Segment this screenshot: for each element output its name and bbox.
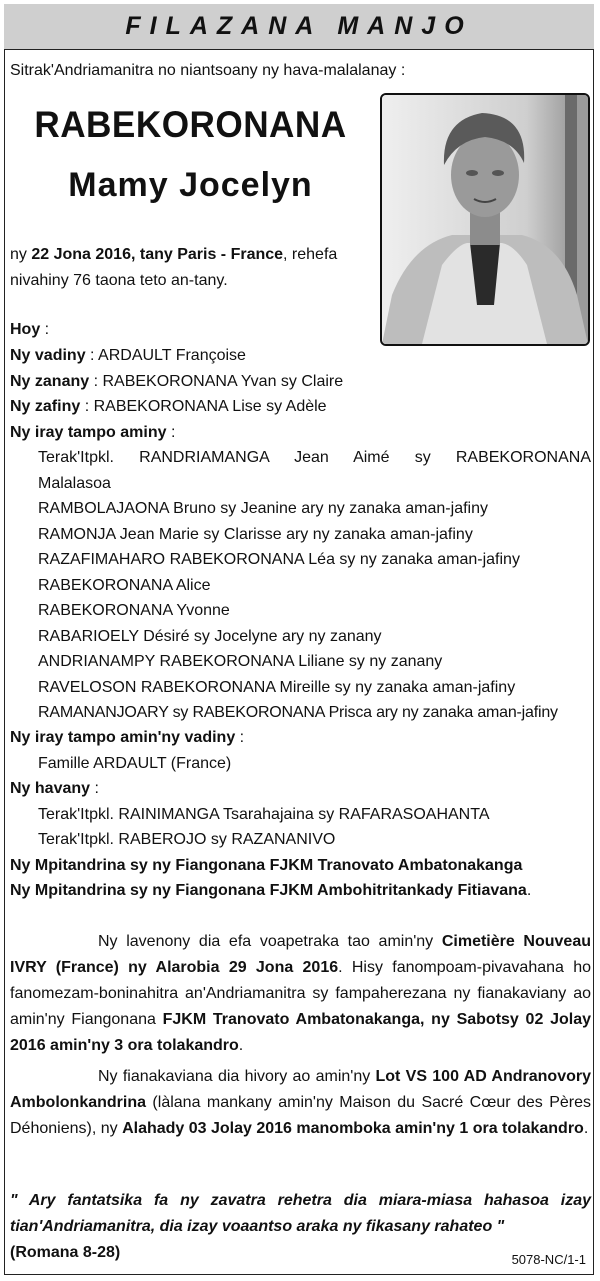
siblings-heading xyxy=(10,420,175,446)
home-address: Lot VS 100 AD Andranovory Ambolonkandrina xyxy=(10,1068,591,1111)
verse-reference: (Romana 8-28) xyxy=(10,1244,121,1261)
children-value: : RABEKORONANA Yvan sy Claire xyxy=(89,373,344,390)
home-text-3: . xyxy=(583,1120,589,1137)
burial-cemetery: Cimetière Nouveau IVRY (France) ny Alarobia 29 Jona 2016 xyxy=(10,933,591,976)
list-item: ANDRIANAMPY RABEKORONANA Liliane sy ny zanany xyxy=(38,653,443,670)
burial-paragraph xyxy=(10,929,591,1059)
relatives-label: Ny havany xyxy=(10,780,91,797)
ad-code: 5078-NC/1-1 xyxy=(511,1252,586,1267)
notice-header xyxy=(4,4,594,50)
burial-text-2: . Hisy fanompoam-pivavahana ho fanomezam-boninahitra an'Andriamanitra sy fampaherezana ny fianakaviany ao amin'ny Fiangonana xyxy=(10,959,591,1028)
hoy-colon: : xyxy=(40,321,50,338)
hoy-line xyxy=(10,317,49,343)
siblings-colon: : xyxy=(166,424,176,441)
children-label: Ny zanany xyxy=(10,373,90,390)
wife-value: : ARDAULT Françoise xyxy=(85,347,246,364)
in-laws-heading xyxy=(10,725,244,751)
list-item: RAMANANJOARY sy RABEKORONANA Prisca ary ny zanaka aman-jafiny xyxy=(38,704,558,721)
home-date: Alahady 03 Jolay 2016 manomboka amin'ny 1 ora tolakandro xyxy=(122,1120,584,1137)
list-item: Terak'Itpkl. RABEROJO sy RAZANANIVO xyxy=(38,831,336,848)
home-text-2: (làlana mankany amin'ny Maison du Sacré Cœur des Pères Déhoniens), ny xyxy=(10,1094,591,1137)
list-item: RAZAFIMAHARO RABEKORONANA Léa sy ny zanaka aman-jafiny xyxy=(38,551,520,568)
church-2-end: . xyxy=(526,882,532,899)
relatives-heading xyxy=(10,776,99,802)
list-item: RABARIOELY Désiré sy Jocelyne ary ny zanany xyxy=(38,628,382,645)
death-post: , rehefa nivahiny 76 taona teto an-tany. xyxy=(10,246,338,289)
header-title: FILAZANA MANJO xyxy=(125,12,473,40)
list-item: RABEKORONANA Yvonne xyxy=(38,602,230,619)
burial-service: FJKM Tranovato Ambatonakanga, ny Sabotsy 02 Jolay 2016 amin'ny 3 ora tolakandro xyxy=(10,1011,591,1054)
grandchildren-line xyxy=(10,394,327,420)
siblings-label: Ny iray tampo aminy xyxy=(10,424,167,441)
family-home-paragraph xyxy=(10,1064,591,1142)
children-line xyxy=(10,369,343,395)
death-notice xyxy=(10,242,375,294)
list-item: RABEKORONANA Alice xyxy=(38,577,211,594)
burial-text-1: Ny lavenony dia efa voapetraka tao amin'ny xyxy=(98,933,442,950)
church-line-1 xyxy=(10,853,522,879)
list-item: Terak'Itpkl. RANDRIAMANGA Jean Aimé sy RABEKORONANA xyxy=(38,449,591,466)
grandchildren-value: : RABEKORONANA Lise sy Adèle xyxy=(80,398,327,415)
intro-text: Sitrak'Andriamanitra no niantsoany ny hava-malalanay : xyxy=(10,62,406,79)
list-item: RAMONJA Jean Marie sy Clarisse ary ny zanaka aman-jafiny xyxy=(38,526,473,543)
church-2: Ny Mpitandrina sy ny Fiangonana FJKM Ambohitritankady Fitiavana xyxy=(10,882,527,899)
relatives-colon: : xyxy=(90,780,99,797)
burial-text-3: . xyxy=(238,1037,244,1054)
list-item: Famille ARDAULT (France) xyxy=(38,755,232,772)
church-1: Ny Mpitandrina sy ny Fiangonana FJKM Tranovato Ambatonakanga xyxy=(10,857,523,874)
death-date-place: 22 Jona 2016, tany Paris - France xyxy=(31,246,284,263)
portrait-photo-icon xyxy=(382,95,588,344)
bible-verse xyxy=(10,1188,591,1266)
deceased-given-names: Mamy Jocelyn xyxy=(68,166,313,204)
in-laws-label: Ny iray tampo amin'ny vadiny xyxy=(10,729,236,746)
death-pre: ny xyxy=(10,246,32,263)
church-line-2 xyxy=(10,878,531,904)
grandchildren-label: Ny zafiny xyxy=(10,398,81,415)
list-item: Malalasoa xyxy=(38,475,111,492)
wife-label: Ny vadiny xyxy=(10,347,86,364)
list-item: RAVELOSON RABEKORONANA Mireille sy ny zanaka aman-jafiny xyxy=(38,679,516,696)
wife-line xyxy=(10,343,246,369)
verse-text: " Ary fantatsika fa ny zavatra rehetra dia miara-miasa hahasoa izay tian'Andriamanitra, dia izay voaantso araka ny fikasany rahateo " xyxy=(10,1192,591,1235)
portrait-photo xyxy=(380,93,590,346)
home-text-1: Ny fianakaviana dia hivory ao amin'ny xyxy=(98,1068,376,1085)
in-laws-colon: : xyxy=(235,729,245,746)
list-item: RAMBOLAJAONA Bruno sy Jeanine ary ny zanaka aman-jafiny xyxy=(38,500,488,517)
hoy-label: Hoy xyxy=(10,321,41,338)
deceased-surname: RABEKORONANA xyxy=(34,104,347,145)
list-item: Terak'Itpkl. RAINIMANGA Tsarahajaina sy RAFARASOAHANTA xyxy=(38,806,490,823)
